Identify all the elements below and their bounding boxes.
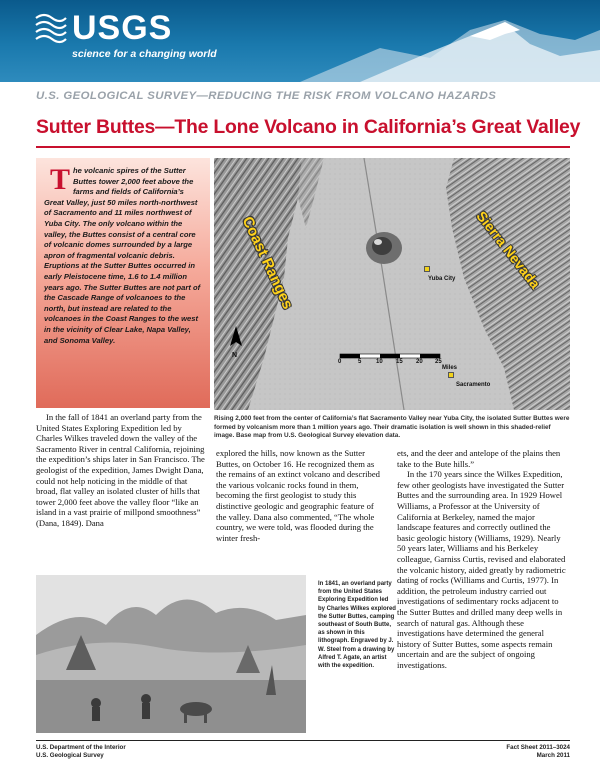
sacramento-label: Sacramento <box>456 382 491 388</box>
drop-cap: T <box>50 163 71 196</box>
lithograph-caption: In 1841, an overland party from the United States Exploring Expedition led by Charles Wilkes explored the Sutter Buttes, camping southeast of South Butte, as shown in this lithograph. Engraved by J. W. Steel from a drawing by Alfred T. Agate, an artist with the expedition. <box>318 581 396 670</box>
header-banner <box>0 0 600 82</box>
intro-text: he volcanic spires of the Sutter Buttes tower 2,000 feet above the farms and fields of California’s Great Valley, just 50 miles north-northwest of Sacramento and 11 miles northwest of Yuba City. The only volcano within the valley, the Buttes consist of a central core of volcanic domes surrounded by a large apron of fragmental volcanic debris. Eruptions at the Sutter Buttes occurred in early Pleistocene time, 1.6 to 1.4 million years ago. The Sutter Buttes are not part of the Cascade Range of volcanoes to the north, but instead are related to the volcanoes in the Coast Ranges to the west in the vicinity of Clear Lake, Napa Valley, and Sonoma Valley. <box>44 166 201 345</box>
sacramento-marker <box>448 372 454 378</box>
usgs-logo[interactable] <box>34 10 234 72</box>
body-paragraph: ets, and the deer and antelope of the plains then take to the Bute hills.” <box>397 448 561 469</box>
scale-tick-15: 15 <box>396 359 403 365</box>
fact-sheet-number: Fact Sheet 2011–3024 <box>506 744 570 751</box>
footer-survey: U.S. Geological Survey <box>36 752 104 759</box>
footer-divider <box>36 740 570 741</box>
map-caption: Rising 2,000 feet from the center of California’s flat Sacramento Valley near Yuba City, the isolated Sutter Buttes were formed by volcanism more than 1 million years ago. Their dramatic isolation is well shown in this shaded-relief image. Base map from U.S. Geological Survey elevation data. <box>214 415 570 440</box>
yuba-city-marker <box>424 266 430 272</box>
usgs-wave-icon <box>34 12 68 46</box>
scale-tick-25: 25 <box>435 359 442 365</box>
scale-tick-0: 0 <box>338 359 342 365</box>
lithograph-image <box>36 575 306 733</box>
body-column-1 <box>36 412 208 529</box>
logo-tagline: science for a changing world <box>72 48 217 60</box>
lithograph-illustration <box>36 575 306 733</box>
scale-tick-10: 10 <box>376 359 383 365</box>
body-paragraph: In the 170 years since the Wilkes Expedition, few other geologists have investigated the Sutter Buttes and the surrounding area. In 1929 Howel Williams, a Professor at the University of California at Berkeley, named the major landscape features and correctly outlined the basic geologic history (Williams, 1929). Nearly 50 years later, Williams and his Berkeley colleague, Garniss Curtis, revised and elaborated the volcanic history, aided greatly by radiometric dating of rocks (Williams and Curtis, 1977). In addition, the petroleum industry carried out investigations of sedimentary rocks adjacent to the Sutter Buttes and drilled many deep wells in search of natural gas. Although these investigations have determined the general history of Sutter Buttes, some aspects remain uncertain and are the subject of ongoing investigations. <box>397 469 566 670</box>
intro-box <box>36 158 210 408</box>
scale-unit: Miles <box>442 365 458 371</box>
title-divider <box>36 146 570 148</box>
body-column-3 <box>397 448 570 670</box>
scale-tick-20: 20 <box>416 359 423 365</box>
footer-publication <box>506 744 570 760</box>
body-column-2 <box>216 448 386 543</box>
publication-date: March 2011 <box>536 752 570 759</box>
label-sierra-nevada: Sierra Nevada <box>473 208 544 292</box>
yuba-city-label: Yuba City <box>428 276 456 282</box>
label-coast-ranges: Coast Ranges <box>238 214 297 312</box>
north-arrow-icon <box>228 326 244 352</box>
scale-tick-5: 5 <box>358 359 362 365</box>
footer-department: U.S. Department of the Interior <box>36 744 126 751</box>
page-title: Sutter Buttes—The Lone Volcano in California’s Great Valley <box>36 116 581 138</box>
north-label: N <box>232 352 238 359</box>
series-heading: U.S. GEOLOGICAL SURVEY—REDUCING THE RISK FROM VOLCANO HAZARDS <box>36 90 497 102</box>
shaded-relief-map <box>214 158 570 410</box>
footer-agency <box>36 744 126 760</box>
intro-text-block <box>44 163 204 346</box>
body-paragraph: In the fall of 1841 an overland party from the United States Exploring Expedition led by Charles Wilkes traveled down the valley of the Sacramento River in central California, rejoining the expedition’s ships later in San Francisco. The geologist of the expedition, James Dwight Dana, could not help noticing in the middle of that broad, flat valley an isolated cluster of hills that tower 2,000 feet above the valley floor “like an island in a vast prairie of millpond smoothness” (Dana, 1849). Dana <box>36 412 205 528</box>
logo-text: USGS <box>72 9 173 47</box>
body-paragraph: explored the hills, now known as the Sutter Buttes, on October 16. He recognized them as the remains of an extinct volcano and described the various volcanic rocks found in them, becoming the first geologist to study this distinctive geologic and geographic feature of the valley. Dana also commented, “The whole country, we were told, was flooded during the winter fresh- <box>216 448 380 543</box>
